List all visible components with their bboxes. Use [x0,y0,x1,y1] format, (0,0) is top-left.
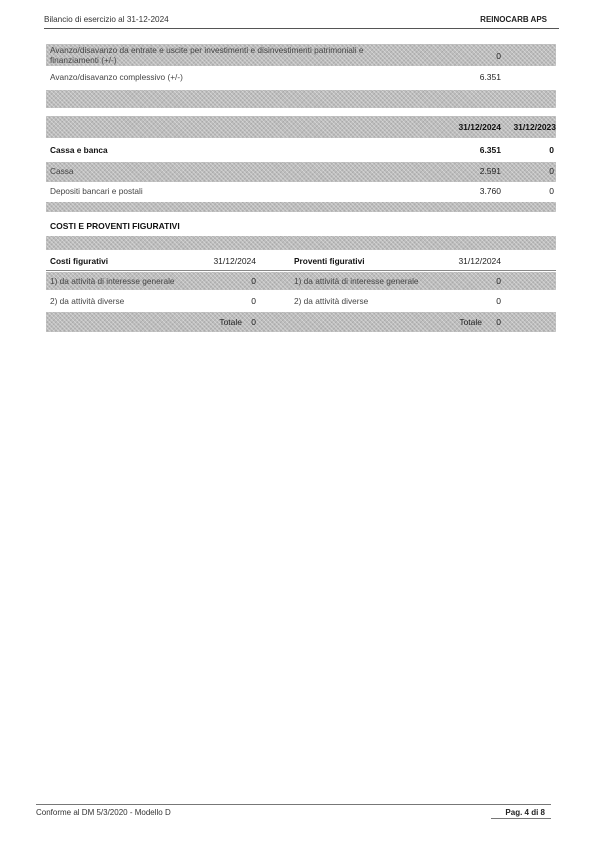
footer-compliance-note: Conforme al DM 5/3/2020 - Modello D [36,808,171,817]
avanzo-complessivo-value: 6.351 [479,72,501,82]
page-number: Pag. 4 di 8 [505,808,545,817]
cassa-col-2023: 31/12/2023 [513,122,556,132]
costi-row-value: 0 [251,296,256,306]
cassa-row-label: Depositi bancari e postali [50,186,143,196]
avanzo-complessivo-row [46,66,556,88]
avanzo-complessivo-label: Avanzo/disavanzo complessivo (+/-) [50,72,183,82]
page-number-underline [491,818,551,819]
cassa-row-label: Cassa e banca [50,145,108,155]
header-divider [44,28,559,29]
proventi-row-label: 1) da attività di interesse generale [294,276,419,286]
costi-row-label: 1) da attività di interesse generale [50,276,175,286]
footer-divider [36,804,551,805]
proventi-row-label: 2) da attività diverse [294,296,369,306]
shaded-spacer-row [46,90,556,108]
cassa-col-2024: 31/12/2024 [458,122,501,132]
proventi-row-value: 0 [496,276,501,286]
proventi-figurativi-header: Proventi figurativi [294,256,365,266]
figurativi-header-row [46,252,556,271]
totale-proventi-value: 0 [496,317,501,327]
costi-row-value: 0 [251,276,256,286]
totale-proventi-label: Totale [459,317,482,327]
document-header-title: Bilancio di esercizio al 31-12-2024 [44,15,169,24]
cassa-row [46,162,556,182]
costi-figurativi-date: 31/12/2024 [213,256,256,266]
costi-row-label: 2) da attività diverse [50,296,125,306]
cassa-row-label: Cassa [50,166,74,176]
shaded-spacer-row [46,236,556,250]
avanzo-investimenti-value: 0 [496,51,501,61]
cassa-row [46,182,556,202]
cassa-row-value-2024: 6.351 [479,145,501,155]
cassa-row-value-2024: 2.591 [479,166,501,176]
shaded-spacer-row [46,202,556,212]
cassa-row [46,140,556,162]
avanzo-investimenti-label-line2: finanziamenti (+/-) [50,55,117,65]
totale-costi-label: Totale [219,317,242,327]
avanzo-investimenti-row [46,44,556,66]
company-name: REINOCARB APS [480,15,547,24]
totale-costi-value: 0 [251,317,256,327]
figurativi-section-title: COSTI E PROVENTI FIGURATIVI [50,221,180,231]
figurativi-totale-row [46,312,556,332]
cassa-row-value-2023: 0 [549,145,554,155]
cassa-row-value-2023: 0 [549,186,554,196]
costi-figurativi-header: Costi figurativi [50,256,109,266]
figurativi-row [46,272,556,290]
cassa-header-row [46,116,556,138]
cassa-row-value-2023: 0 [549,166,554,176]
proventi-row-value: 0 [496,296,501,306]
cassa-row-value-2024: 3.760 [479,186,501,196]
figurativi-row [46,292,556,310]
avanzo-investimenti-label-line1: Avanzo/disavanzo da entrate e uscite per investimenti e disinvestimenti patrimoniali e [50,45,364,55]
proventi-figurativi-date: 31/12/2024 [458,256,501,266]
